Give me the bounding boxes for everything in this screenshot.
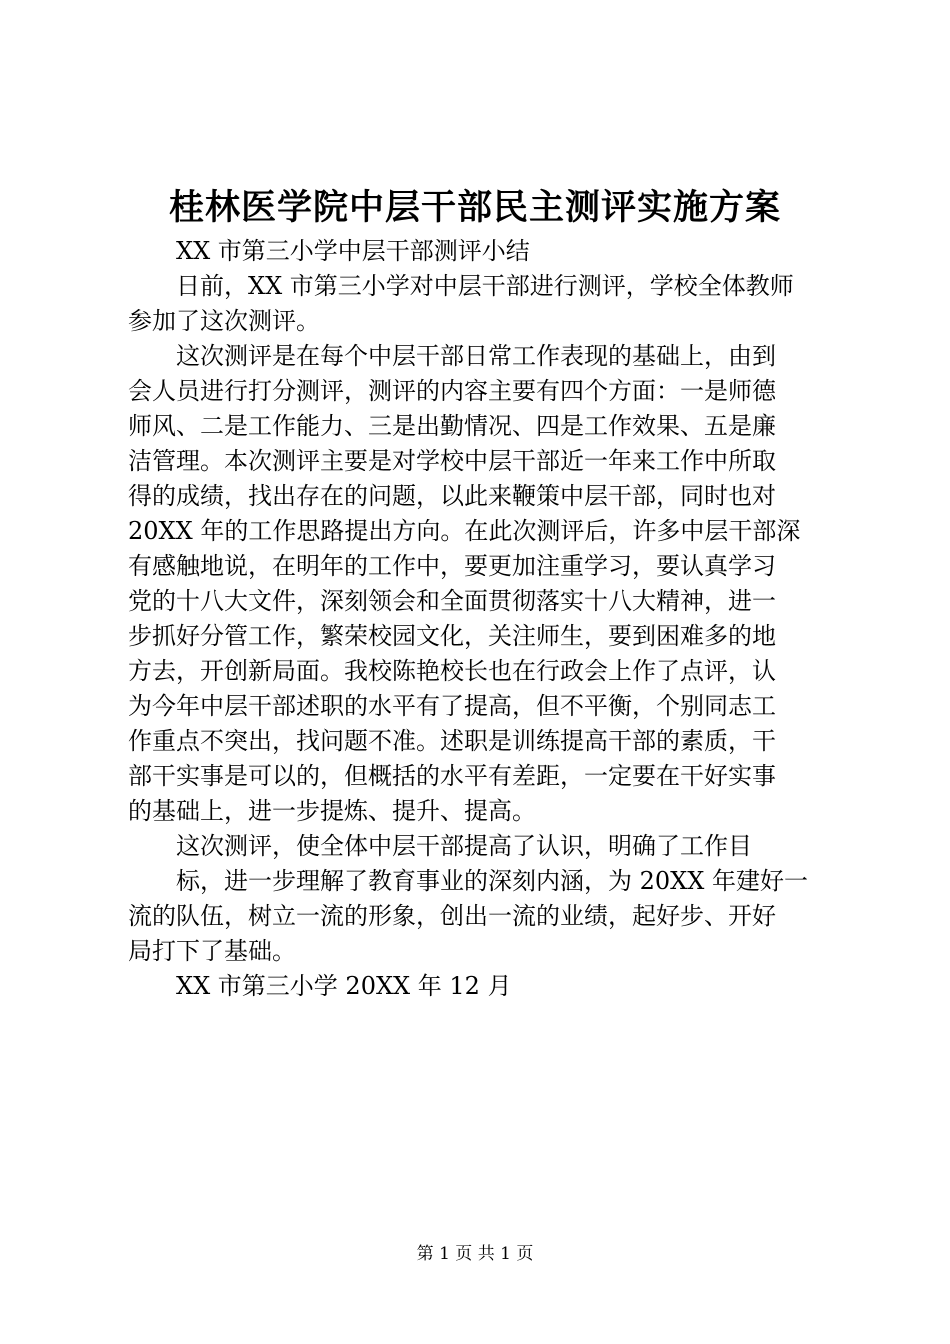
paragraph-2-line-9: 步抓好分管工作，繁荣校园文化，关注师生，要到困难多的地 [128, 622, 776, 650]
document-body [128, 234, 828, 1004]
paragraph-1-line-2: 参加了这次测评。 [128, 307, 320, 335]
paragraph-2-line-6: 20XX 年的工作思路提出方向。在此次测评后，许多中层干部深 [128, 517, 801, 545]
paragraph-2-line-7: 有感触地说，在明年的工作中，要更加注重学习，要认真学习 [128, 552, 776, 580]
paragraph-2-line-11: 为今年中层干部述职的水平有了提高，但不平衡，个别同志工 [128, 692, 776, 720]
paragraph-2-line-5: 得的成绩，找出存在的问题，以此来鞭策中层干部，同时也对 [128, 482, 776, 510]
paragraph-2-line-3: 师风、二是工作能力、三是出勤情况、四是工作效果、五是廉 [128, 412, 776, 440]
paragraph-3-line-2: 标，进一步理解了教育事业的深刻内涵，为 20XX 年建好一 [176, 867, 808, 895]
paragraph-2-line-14: 的基础上，进一步提炼、提升、提高。 [128, 797, 536, 825]
page-footer: 第 1 页 共 1 页 [416, 1244, 534, 1264]
paragraph-2-line-8: 党的十八大文件，深刻领会和全面贯彻落实十八大精神，进一 [128, 587, 776, 615]
subtitle-line: XX 市第三小学中层干部测评小结 [176, 237, 530, 265]
paragraph-3-line-4: 局打下了基础。 [128, 937, 296, 965]
paragraph-2-line-12: 作重点不突出，找问题不准。述职是训练提高干部的素质，干 [128, 727, 776, 755]
paragraph-2-line-4: 洁管理。本次测评主要是对学校中层干部近一年来工作中所取 [128, 447, 776, 475]
paragraph-2-line-2: 会人员进行打分测评，测评的内容主要有四个方面：一是师德 [128, 377, 776, 405]
paragraph-3-line-3: 流的队伍，树立一流的形象，创出一流的业绩，起好步、开好 [128, 902, 776, 930]
paragraph-2-line-1: 这次测评是在每个中层干部日常工作表现的基础上，由到 [176, 342, 776, 370]
paragraph-1-line-1: 日前，XX 市第三小学对中层干部进行测评，学校全体教师 [176, 272, 794, 300]
paragraph-2-line-13: 部干实事是可以的，但概括的水平有差距，一定要在干好实事 [128, 762, 776, 790]
paragraph-3-line-1: 这次测评，使全体中层干部提高了认识，明确了工作目 [176, 832, 752, 860]
paragraph-2-line-10: 方去，开创新局面。我校陈艳校长也在行政会上作了点评，认 [128, 657, 776, 685]
signature-line: XX 市第三小学 20XX 年 12 月 [176, 972, 512, 1000]
document-title: 桂林医学院中层干部民主测评实施方案 [168, 188, 781, 228]
